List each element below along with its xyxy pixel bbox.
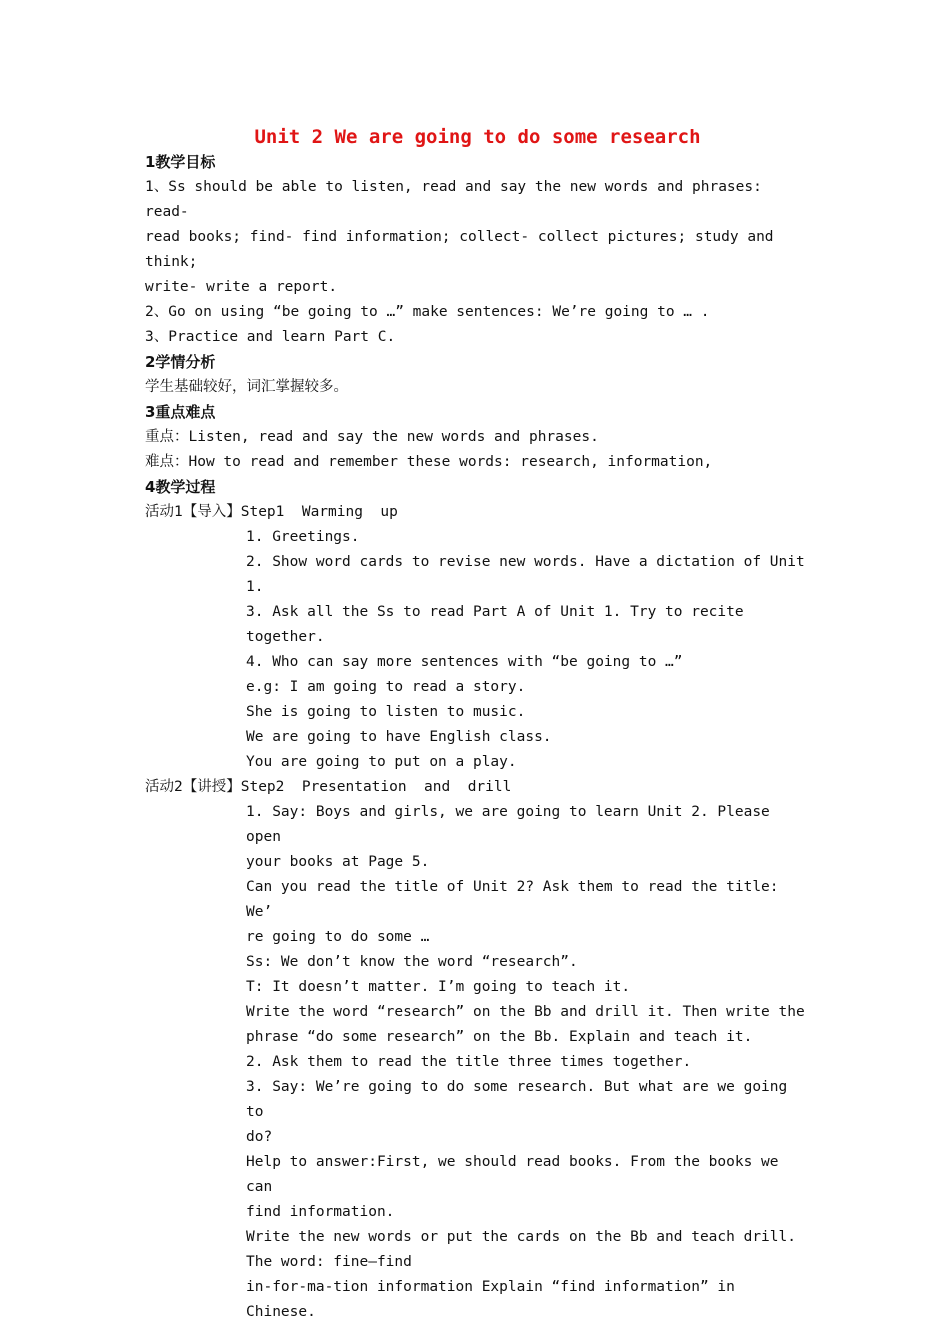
activity2-line: in-for-ma-tion information Explain “find information” in bbox=[246, 1279, 735, 1295]
section-heading-analysis: 2学情分析 bbox=[145, 353, 216, 371]
section-heading-goals: 1教学目标 bbox=[145, 153, 216, 171]
activity2-line: 3. Say: We’re going to do some research. But what are we going to bbox=[246, 1079, 796, 1120]
activity1-line: 1. bbox=[246, 579, 264, 595]
activity2-line: find information. bbox=[246, 1204, 395, 1220]
activity2-line: The word: fine—find bbox=[246, 1254, 412, 1270]
activity2-line: your books at Page 5. bbox=[246, 854, 430, 870]
activity1-line: She is going to listen to music. bbox=[246, 704, 526, 720]
activity2-line: T: It doesn’t matter. I’m going to teach it. bbox=[246, 979, 631, 995]
activity2-line: 1. Say: Boys and girls, we are going to learn Unit 2. Please open bbox=[246, 804, 779, 845]
activity1-line: 1. Greetings. bbox=[246, 529, 360, 545]
keypoint-key: 重点：Listen, read and say the new words and phrases. bbox=[145, 429, 599, 445]
goals-body bbox=[145, 175, 810, 350]
document-page bbox=[145, 124, 810, 1325]
activity2-line: Ss: We don’t know the word “research”. bbox=[246, 954, 578, 970]
activity2-line: Can you read the title of Unit 2? Ask them to read the title: We’ bbox=[246, 879, 788, 920]
activity2-steps bbox=[145, 800, 810, 1325]
goals-line: 1、Ss should be able to listen, read and say the new words and phrases: read- bbox=[145, 179, 771, 220]
activity2-line: 2. Ask them to read the title three times together. bbox=[246, 1054, 692, 1070]
goals-line: read books; find- find information; collect- collect pictures; study and think; bbox=[145, 229, 783, 270]
activity1-line: You are going to put on a play. bbox=[246, 754, 517, 770]
activity2-line: Chinese. bbox=[246, 1304, 316, 1320]
section-heading-process: 4教学过程 bbox=[145, 478, 216, 496]
activity2-line: phrase “do some research” on the Bb. Explain and teach it. bbox=[246, 1029, 753, 1045]
activity2-line: do? bbox=[246, 1129, 273, 1145]
activity1-line: 2. Show word cards to revise new words. Have a dictation of Unit bbox=[246, 554, 805, 570]
goals-line: 2、Go on using “be going to …” make sentences: We’re going to … . bbox=[145, 304, 710, 320]
keypoint-difficult: 难点：How to read and remember these words: research, information, bbox=[145, 454, 713, 470]
activity2-label: 活动2【讲授】Step2 Presentation and drill bbox=[145, 779, 512, 795]
analysis-text: 学生基础较好，词汇掌握较多。 bbox=[145, 379, 348, 395]
activity1-line: together. bbox=[246, 629, 325, 645]
activity2-line: re going to do some … bbox=[246, 929, 430, 945]
activity1-line: We are going to have English class. bbox=[246, 729, 552, 745]
activity1-line: 3. Ask all the Ss to read Part A of Unit 1. Try to recite bbox=[246, 604, 744, 620]
goals-line: 3、Practice and learn Part C. bbox=[145, 329, 396, 345]
section-heading-keypoints: 3重点难点 bbox=[145, 403, 216, 421]
activity1-line: e.g: I am going to read a story. bbox=[246, 679, 526, 695]
activity1-line: 4. Who can say more sentences with “be going to …” bbox=[246, 654, 683, 670]
goals-line: write- write a report. bbox=[145, 279, 338, 295]
activity2-line: Help to answer:First, we should read books. From the books we can bbox=[246, 1154, 788, 1195]
activity1-steps bbox=[145, 525, 810, 775]
activity2-line: Write the new words or put the cards on the Bb and teach drill. bbox=[246, 1229, 796, 1245]
document-title: Unit 2 We are going to do some research bbox=[254, 126, 701, 148]
activity1-label: 活动1【导入】Step1 Warming up bbox=[145, 504, 398, 520]
activity2-line: Write the word “research” on the Bb and drill it. Then write the bbox=[246, 1004, 805, 1020]
